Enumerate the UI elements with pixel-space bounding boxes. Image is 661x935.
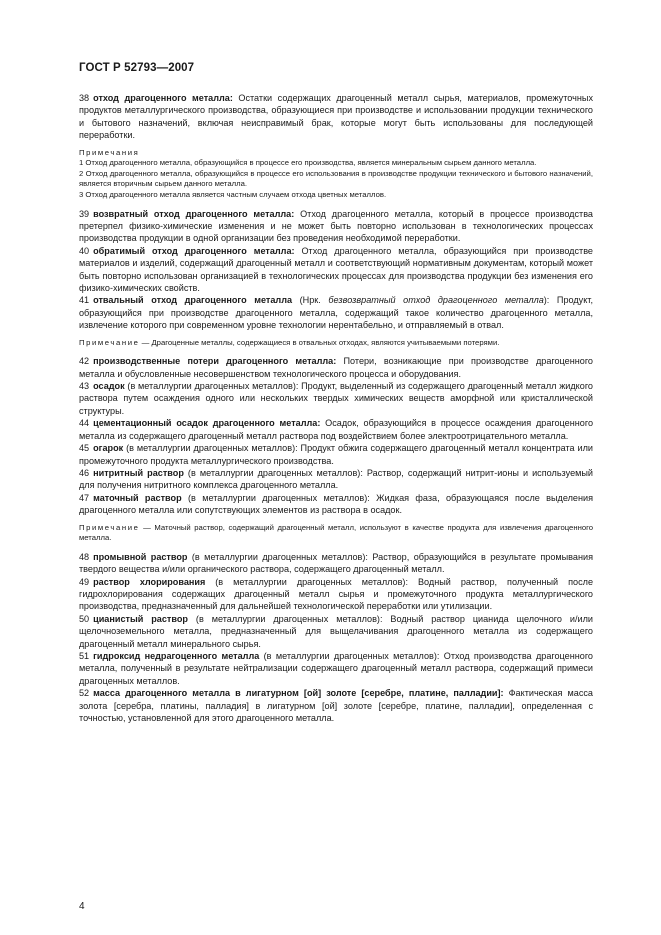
entry-term: гидроксид недрагоценного металла	[93, 650, 260, 661]
entry-term: отвальный отход драгоценного металла	[93, 295, 293, 306]
entry-number: 44	[79, 418, 90, 429]
entry-definition: (в металлургии драгоценных металлов): Жидкая фаза, образующаяся после выделения драгоценного металла или сопутствующих элементов из раствора в осадок.	[79, 492, 594, 516]
entry-number: 50	[79, 613, 90, 624]
term-entry-52	[79, 687, 593, 724]
term-entry-41	[79, 294, 593, 331]
entry-number: 49	[79, 576, 90, 587]
entry-definition: Отход драгоценного металла, который в процессе производства претерпел физико-химические изменения и не может быть повторно использован в технологических процессах производства продукции в одной организации без проведения необходимой переработки.	[79, 208, 593, 244]
entry-definition: Остатки содержащих драгоценный металл сырья, материалов, промежуточных продуктов металлургического производства, образующиеся при производстве и использовании продукции технического и бытового назначений, включая неисправимый брак, которые могут быть использованы для последующей переработки.	[79, 93, 593, 141]
entry-number: 41	[79, 295, 90, 306]
term-entry-49	[79, 576, 593, 613]
entry-definition: (в металлургии драгоценных металлов): Водный раствор цианида щелочного и/или щелочноземельного металла, предназначенный для выщелачивания драгоценного металла из содержащего драгоценный металл минерального сырья.	[79, 613, 593, 649]
entry-number: 45	[79, 443, 90, 454]
document-header: ГОСТ Р 52793—2007	[79, 62, 195, 74]
term-entry-46	[79, 467, 593, 492]
entry-term: обратимый отход драгоценного металла:	[93, 245, 295, 256]
entry-term: раствор хлорирования	[93, 576, 206, 587]
note-block	[79, 338, 593, 349]
note-text: — Драгоценные металлы, содержащиеся в отвальных отходах, являются учитываемыми потерями.	[139, 337, 500, 347]
entry-term: огарок	[93, 443, 124, 454]
entry-number: 46	[79, 467, 90, 478]
term-entry-51	[79, 650, 593, 687]
entry-term: масса драгоценного металла в лигатурном [ой] золоте [серебре, платине, палладии]:	[93, 688, 504, 699]
notes-block	[79, 148, 593, 201]
notes-title: Примечания	[79, 147, 140, 157]
term-entry-45	[79, 442, 593, 467]
note-text: — Маточный раствор, содержащий драгоценный металл, используют в качестве продукта для извлечения драгоценного металла.	[79, 522, 593, 543]
term-entry-40	[79, 245, 593, 295]
entry-number: 38	[79, 93, 90, 103]
entry-definition: Фактическая масса золота [серебра, платины, палладия] в лигатурном [ой] золоте [серебре, платине, палладии], определенная с точностью, установленной для этого драгоценного металла.	[79, 688, 593, 723]
term-entry-44	[79, 417, 593, 442]
term-entry-38	[79, 92, 593, 142]
term-entry-43	[79, 380, 593, 417]
entry-definition: Отход драгоценного металла, образующийся при производстве материалов и изделий, содержащий драгоценный металл и соответствующий нормативным документам, который может быть повторно использован организацией в технологических процессах для производства продукции без изменения его физико-химических свойств.	[79, 245, 593, 294]
entry-number: 43	[79, 381, 90, 392]
entry-number: 51	[79, 650, 90, 661]
entry-synonym-prefix: (Нрк.	[292, 295, 329, 306]
entry-term: маточный раствор	[93, 492, 182, 503]
note-label: Примечание	[79, 522, 140, 532]
entry-term: цементационный осадок драгоценного металла:	[93, 418, 321, 429]
entry-definition: Потери, возникающие при производстве драгоценного металла и обусловленные несовершенством технологического процесса и оборудования.	[79, 356, 593, 379]
entry-number: 52	[79, 688, 90, 699]
note-block	[79, 523, 593, 544]
entry-definition: (в металлургии драгоценных металлов): Продукт обжига содержащего драгоценный металл концентрата или промежуточного продукта металлургического производства.	[79, 443, 593, 466]
term-entry-39	[79, 208, 593, 245]
entry-definition: ): Продукт, образующийся при производстве драгоценного металла, содержащий такое количество драгоценного металла, извлечение которого при современном уровне технологии нерентабельно, и отправляемый в отвал.	[79, 295, 593, 331]
entry-definition: Осадок, образующийся в процессе осаждения драгоценного металла из содержащего драгоценный металл раствора под воздействием более электроотрицательного металла.	[79, 418, 593, 441]
term-entry-42	[79, 355, 593, 380]
entry-definition: (в металлургии драгоценных металлов): Продукт, выделенный из содержащего драгоценный металл жидкого раствора путем осаждения одного или нескольких твердых химических веществ аморфной или кристаллической структуры.	[79, 381, 593, 416]
term-entry-47	[79, 492, 593, 517]
entry-number: 40	[79, 245, 90, 256]
note-item: 3 Отход драгоценного металла является частным случаем отхода цветных металлов.	[79, 190, 387, 199]
entry-term: возвратный отход драгоценного металла:	[93, 208, 295, 219]
entry-number: 47	[79, 492, 90, 503]
entry-definition: (в металлургии драгоценных металлов): Раствор, содержащий нитрит-ионы и используемый для получения нитритного комплекса драгоценного металла.	[79, 467, 593, 491]
note-item: 1 Отход драгоценного металла, образующийся в процессе его производства, является минеральным сырьем данного металла.	[79, 158, 537, 168]
note-label: Примечание	[79, 337, 140, 347]
entry-term: промывной раствор	[93, 551, 188, 562]
entry-definition: (в металлургии драгоценных металлов): Отход производства драгоценного металла, полученный в результате нейтрализации содержащего драгоценный металл раствора, содержащий примеси драгоценных металлов.	[79, 650, 593, 686]
term-entry-48	[79, 551, 593, 576]
entry-number: 39	[79, 208, 90, 219]
page-number: 4	[79, 901, 85, 912]
entry-term: осадок	[93, 381, 125, 392]
entry-number: 48	[79, 551, 90, 562]
entry-definition: (в металлургии драгоценных металлов): Раствор, образующийся в результате промывания твердого вещества и/или органического раствора, содержащего драгоценный металл.	[79, 551, 593, 575]
document-body	[79, 92, 593, 724]
entry-definition: (в металлургии драгоценных металлов): Водный раствор, полученный после гидрохлорирования содержащих драгоценный металл сырья и промежуточного продукта металлургического производства, предназначенный для дальнейшей технологической переработки или утилизации.	[79, 576, 593, 612]
note-item: 2 Отход драгоценного металла, образующийся в процессе его использования в производстве продукции технического и бытового назначений, является вторичным сырьем данного металла.	[79, 168, 593, 189]
entry-term: цианистый раствор	[93, 613, 188, 624]
entry-term: производственные потери драгоценного металла:	[93, 356, 337, 367]
term-entry-50	[79, 613, 593, 650]
entry-deprecated-term: безвозвратный отход драгоценного металла	[328, 295, 544, 306]
entry-number: 42	[79, 356, 90, 367]
entry-term: нитритный раствор	[93, 467, 184, 478]
entry-term: отход драгоценного металла:	[93, 93, 233, 103]
